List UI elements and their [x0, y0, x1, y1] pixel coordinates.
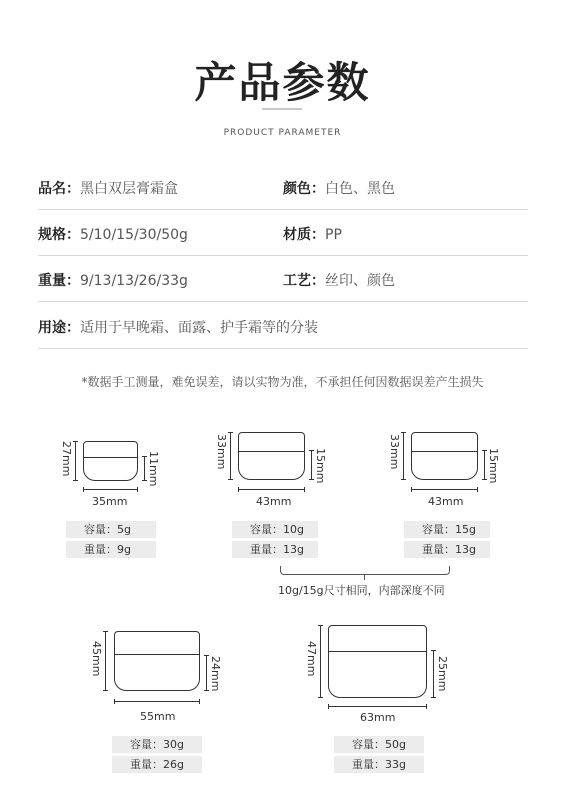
width-dimension: 35mm [92, 495, 128, 508]
inner-depth-dimension: 15mm [314, 448, 327, 484]
width-dimension: 43mm [428, 495, 464, 508]
param-usage: 用途：适用于早晚霜、面露、护手霜等的分装 [38, 320, 318, 336]
weight-badge: 重量：13g [404, 541, 490, 558]
param-row-name-color [38, 163, 528, 210]
weight-badge: 重量：9g [66, 541, 156, 558]
param-row-usage [38, 302, 528, 349]
height-dimension: 33mm [215, 434, 228, 470]
inner-depth-dimension: 11mm [147, 451, 160, 487]
param-name: 品名：黑白双层膏霜盒 [38, 181, 178, 197]
inner-depth-dimension: 15mm [487, 448, 500, 484]
height-dimension: 27mm [60, 441, 73, 477]
jar-illustration [328, 625, 427, 698]
param-row-weight-craft [38, 255, 528, 302]
param-spec: 规格：5/10/15/30/50g [38, 227, 188, 243]
inner-depth-dimension: 25mm [436, 656, 449, 692]
capacity-badge: 容量：30g [112, 736, 202, 753]
height-dimension: 33mm [388, 434, 401, 470]
group-note: 10g/15g尺寸相同，内部深度不同 [278, 584, 445, 597]
param-color: 颜色：白色、黑色 [283, 181, 395, 197]
param-material: 材质：PP [283, 227, 342, 243]
param-craft: 工艺：丝印、颜色 [283, 273, 395, 289]
inner-depth-dimension: 24mm [209, 656, 222, 692]
disclaimer-note: *数据手工测量，难免误差，请以实物为准，不承担任何因数据误差产生损失 [81, 375, 484, 389]
title-divider [262, 108, 302, 110]
capacity-badge: 容量：50g [334, 736, 424, 753]
width-dimension: 63mm [360, 711, 396, 724]
jar-illustration [238, 432, 305, 480]
height-dimension: 47mm [305, 641, 318, 677]
width-dimension: 55mm [140, 710, 176, 723]
weight-badge: 重量：26g [112, 756, 202, 773]
page-subtitle: PRODUCT PARAMETER [223, 128, 342, 138]
capacity-badge: 容量：5g [66, 521, 156, 538]
jar-illustration [411, 432, 478, 480]
height-dimension: 45mm [90, 641, 103, 677]
capacity-badge: 容量：10g [232, 521, 318, 538]
jar-illustration [83, 441, 138, 481]
weight-badge: 重量：33g [334, 756, 424, 773]
weight-badge: 重量：13g [232, 541, 318, 558]
jar-illustration [114, 631, 200, 691]
capacity-badge: 容量：15g [404, 521, 490, 538]
width-dimension: 43mm [256, 495, 292, 508]
page-title: 产品参数 [194, 58, 371, 107]
param-row-spec-material [38, 209, 528, 256]
param-weight: 重量：9/13/13/26/33g [38, 273, 188, 289]
